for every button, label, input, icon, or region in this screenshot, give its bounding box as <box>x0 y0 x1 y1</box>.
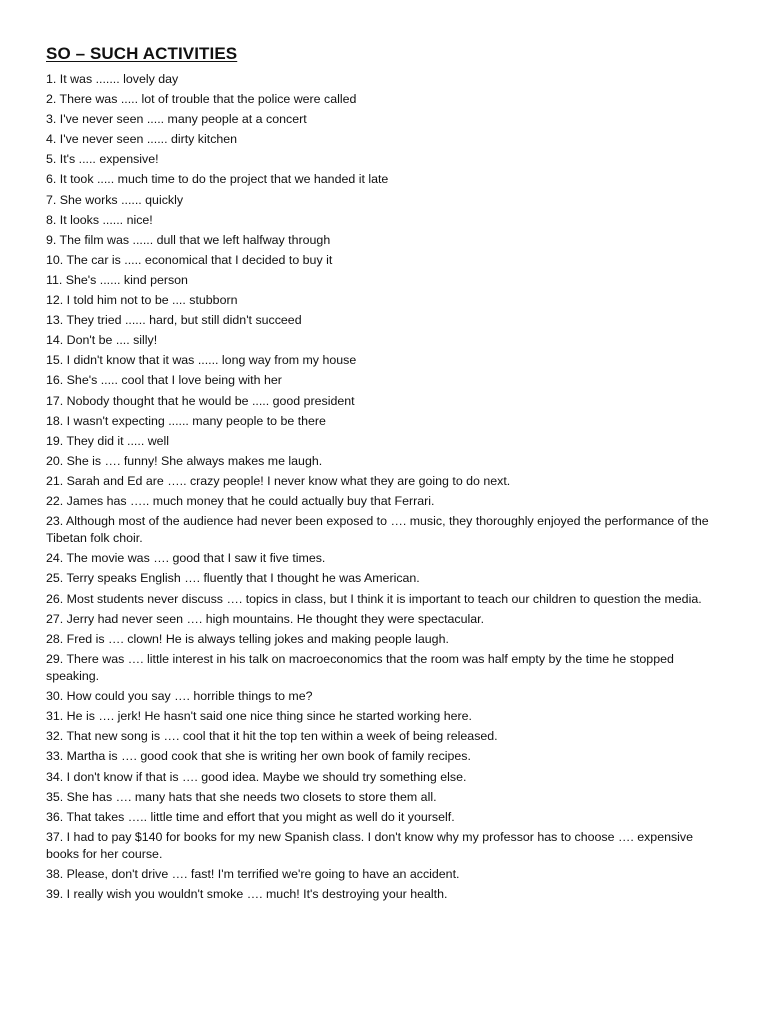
exercise-item: 34. I don't know if that is …. good idea. Maybe we should try something else. <box>46 769 467 784</box>
exercise-item: 11. She's ...... kind person <box>46 272 188 287</box>
exercise-item: 38. Please, don't drive …. fast! I'm terrified we're going to have an accident. <box>46 867 460 882</box>
page-title: SO – SUCH ACTIVITIES <box>46 44 238 63</box>
exercise-item: 2. There was ..... lot of trouble that the police were called <box>46 92 357 107</box>
exercise-item: 31. He is …. jerk! He hasn't said one nice thing since he started working here. <box>46 709 472 724</box>
exercise-item: 10. The car is ..... economical that I decided to buy it <box>46 252 333 267</box>
exercise-list <box>46 71 726 903</box>
exercise-item: 12. I told him not to be .... stubborn <box>46 293 238 308</box>
exercise-item: 22. James has ….. much money that he could actually buy that Ferrari. <box>46 493 435 508</box>
exercise-item: 3. I've never seen ..... many people at a concert <box>46 112 307 127</box>
exercise-item: 24. The movie was …. good that I saw it five times. <box>46 551 326 566</box>
exercise-item: 13. They tried ...... hard, but still didn't succeed <box>46 313 302 328</box>
exercise-item: 23. Although most of the audience had never been exposed to …. music, they thoroughly enjoyed the performance of the Tibetan folk choir. <box>46 514 709 546</box>
exercise-item: 39. I really wish you wouldn't smoke …. much! It's destroying your health. <box>46 887 448 902</box>
exercise-item: 36. That takes ….. little time and effort that you might as well do it yourself. <box>46 809 455 824</box>
exercise-item: 5. It's ..... expensive! <box>46 152 159 167</box>
exercise-item: 20. She is …. funny! She always makes me laugh. <box>46 453 323 468</box>
exercise-item: 18. I wasn't expecting ...... many people to be there <box>46 413 326 428</box>
exercise-item: 17. Nobody thought that he would be ..... good president <box>46 393 355 408</box>
exercise-item: 19. They did it ..... well <box>46 433 170 448</box>
exercise-item: 4. I've never seen ...... dirty kitchen <box>46 132 238 147</box>
exercise-item: 26. Most students never discuss …. topics in class, but I think it is important to teach our children to question the media. <box>46 591 702 606</box>
exercise-item: 14. Don't be .... silly! <box>46 333 158 348</box>
exercise-item: 7. She works ...... quickly <box>46 192 184 207</box>
exercise-item: 30. How could you say …. horrible things to me? <box>46 689 313 704</box>
exercise-item: 35. She has …. many hats that she needs two closets to store them all. <box>46 789 437 804</box>
exercise-item: 15. I didn't know that it was ...... long way from my house <box>46 353 357 368</box>
exercise-item: 27. Jerry had never seen …. high mountains. He thought they were spectacular. <box>46 611 485 626</box>
exercise-item: 6. It took ..... much time to do the project that we handed it late <box>46 172 389 187</box>
exercise-item: 29. There was …. little interest in his talk on macroeconomics that the room was half empty by the time he stopped speaking. <box>46 651 674 684</box>
exercise-item: 37. I had to pay $140 for books for my new Spanish class. I don't know why my professor has to choose …. expensive books for her course. <box>46 829 694 861</box>
exercise-item: 16. She's ..... cool that I love being with her <box>46 373 282 388</box>
exercise-item: 9. The film was ...... dull that we left halfway through <box>46 232 331 247</box>
exercise-item: 21. Sarah and Ed are ….. crazy people! I never know what they are going to do next. <box>46 473 511 488</box>
exercise-item: 32. That new song is …. cool that it hit the top ten within a week of being released. <box>46 729 498 744</box>
exercise-item: 28. Fred is …. clown! He is always telling jokes and making people laugh. <box>46 631 449 646</box>
exercise-item: 1. It was ....... lovely day <box>46 72 179 86</box>
worksheet-page <box>46 44 726 906</box>
exercise-item: 33. Martha is …. good cook that she is writing her own book of family recipes. <box>46 749 471 764</box>
exercise-item: 8. It looks ...... nice! <box>46 212 153 227</box>
exercise-item: 25. Terry speaks English …. fluently that I thought he was American. <box>46 571 420 586</box>
